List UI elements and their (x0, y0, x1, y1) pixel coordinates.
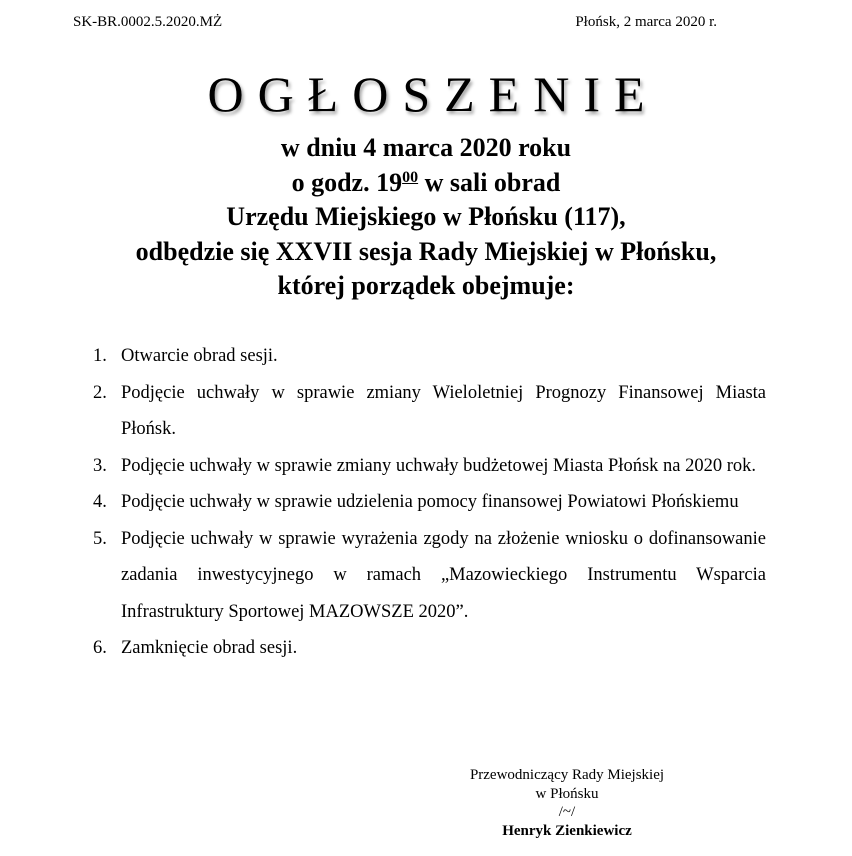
signature-role: Przewodniczący Rady Miejskiej (469, 767, 665, 783)
agenda-item-text: Podjęcie uchwały w sprawie udzielenia pomocy finansowej Powiatowi Płońskiemu (121, 492, 739, 512)
headline-time-minutes: 00 (402, 168, 419, 186)
agenda-item-text: Podjęcie uchwały w sprawie wyrażenia zgody na złożenie wniosku o dofinansowanie zadania inwestycyjnego w ramach „Mazowieckiego Instrumentu Wsparcia Infrastruktury Sportowej MAZOWSZE 2020”. (121, 528, 766, 622)
headline-time-line (0, 166, 852, 201)
place-and-date: Płońsk, 2 marca 2020 r. (575, 14, 717, 30)
agenda-item-number: 5. (93, 528, 107, 549)
headline-agenda-intro: której porządek obejmuje: (277, 271, 575, 300)
headline-session-line: odbędzie się XXVII sesja Rady Miejskiej w Płońsku, (135, 236, 717, 266)
agenda-item (93, 448, 766, 485)
signature-mark: /~/ (558, 804, 576, 820)
agenda-item-number: 4. (93, 492, 107, 512)
agenda-item-text: Podjęcie uchwały w sprawie zmiany uchwały budżetowej Miasta Płońsk na 2020 rok. (121, 455, 757, 476)
agenda-item (93, 484, 766, 521)
signature-block (432, 766, 702, 840)
document-title: OGŁOSZENIE (207, 66, 659, 122)
agenda-item-text: Zamknięcie obrad sesji. (121, 638, 298, 658)
agenda-item (93, 630, 766, 667)
agenda-item (93, 521, 766, 631)
agenda-item-number: 6. (93, 638, 107, 658)
agenda-item-number: 3. (93, 455, 107, 476)
headline-venue-line: Urzędu Miejskiego w Płońsku (117), (226, 202, 626, 231)
agenda-item (93, 375, 766, 448)
agenda-item (93, 338, 766, 375)
headline-time-prefix: o godz. 19 (291, 167, 403, 197)
headline-time-suffix: w sali obrad (418, 167, 561, 197)
announcement-headline (0, 131, 852, 304)
reference-number: SK-BR.0002.5.2020.MŻ (73, 14, 223, 30)
agenda-list (93, 338, 766, 667)
agenda-item-number: 1. (93, 346, 107, 366)
signature-role-location: w Płońsku (535, 785, 599, 802)
agenda-item-number: 2. (93, 382, 107, 403)
headline-date-line: w dniu 4 marca 2020 roku (280, 133, 572, 162)
signatory-name: Henryk Zienkiewicz (502, 822, 632, 839)
agenda-item-text: Otwarcie obrad sesji. (121, 346, 278, 366)
agenda-item-text: Podjęcie uchwały w sprawie zmiany Wieloletniej Prognozy Finansowej Miasta Płońsk. (121, 382, 766, 439)
